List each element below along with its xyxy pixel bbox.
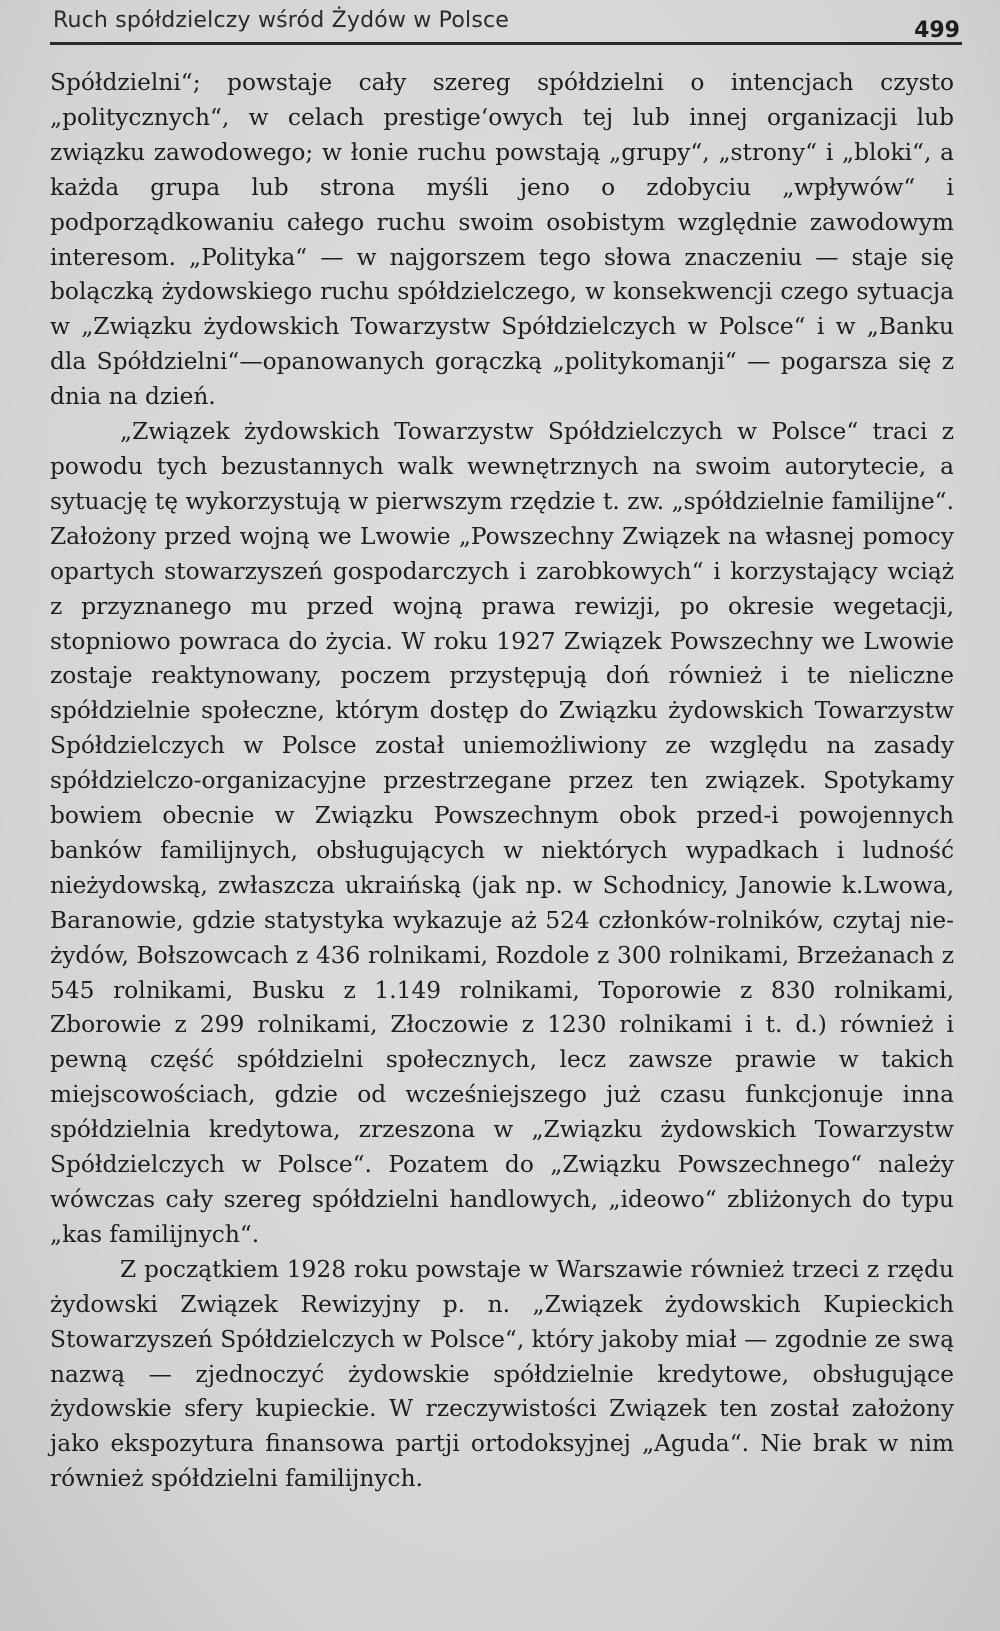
paragraph-1: Spółdzielni“; powstaje cały szereg spółdzielni o intencjach czysto „politycznych“, w celach prestige‘owych tej lub innej organizacji lub związku zawodowego; w łonie ruchu powstają „grupy“, „strony“ i „bloki“, a każda grupa lub strona myśli jeno o zdobyciu „wpływów“ i podporządkowaniu całego ruchu swoim osobistym względnie zawodowym interesom. „Polityka“ — w najgorszem tego słowa znaczeniu — staje się bolączką żydowskiego ruchu spółdzielczego, w konsekwencji czego sytuacja w „Związku żydowskich Towarzystw Spółdzielczych w Polsce“ i w „Banku dla Spółdzielni“—opanowanych gorączką „politykomanji“ — pogarsza się z dnia na dzień. [50, 69, 954, 411]
running-head: Ruch spółdzielczy wśród Żydów w Polsce [53, 8, 510, 33]
page-number: 499 [914, 18, 960, 43]
page-header [50, 4, 962, 45]
body-text [50, 66, 954, 1497]
paragraph-3: Z początkiem 1928 roku powstaje w Warszawie również trzeci z rzędu żydowski Związek Rewizyjny p. n. „Związek żydowskich Kupieckich Stowarzyszeń Spółdzielczych w Polsce“, który jakoby miał — zgodnie ze swą nazwą — zjednoczyć żydowskie spółdzielnie kredytowe, obsługujące żydowskie sfery kupieckie. W rzeczywistości Związek ten został założony jako ekspozytura finansowa partji ortodoksyjnej „Aguda“. Nie brak w nim również spółdzielni familijnych. [50, 1255, 954, 1493]
paragraph-2: „Związek żydowskich Towarzystw Spółdzielczych w Polsce“ traci z powodu tych bezustannych walk wewnętrznych na swoim autorytecie, a sytuację tę wykorzystują w pierwszym rzędzie t. zw. „spółdzielnie familijne“. Założony przed wojną we Lwowie „Powszechny Związek na własnej pomocy opartych stowarzyszeń gospodarczych i zarobkowych“ i korzystający wciąż z przyznanego mu przed wojną prawa rewizji, po okresie wegetacji, stopniowo powraca do życia. W roku 1927 Związek Powszechny we Lwowie zostaje reaktynowany, poczem przystępują doń również i te nieliczne spółdzielnie społeczne, którym dostęp do Związku żydowskich Towarzystw Spółdzielczych w Polsce został uniemożliwiony ze względu na zasady spółdzielczo-organizacyjne przestrzegane przez ten związek. Spotykamy bowiem obecnie w Związku Powszechnym obok przed-i powojennych banków familijnych, obsługujących w niektórych wypadkach i ludność nieżydowską, zwłaszcza ukraińską (jak np. w Schodnicy, Janowie k.Lwowa, Baranowie, gdzie statystyka wykazuje aż 524 członków-rolników, czytaj nie-żydów, Bołszowcach z 436 rolnikami, Rozdole z 300 rolnikami, Brzeżanach z 545 rolnikami, Busku z 1.149 rolnikami, Toporowie z 830 rolnikami, Zborowie z 299 rolnikami, Złoczowie z 1230 rolnikami i t. d.) również i pewną część spółdzielni społecznych, lecz zawsze prawie w takich miejscowościach, gdzie od wcześniejszego już czasu funkcjonuje inna spółdzielnia kredytowa, zrzeszona w „Związku żydowskich Towarzystw Spółdzielczych w Polsce“. Pozatem do „Związku Powszechnego“ należy wówczas cały szereg spółdzielni handlowych, „ideowo“ zbliżonych do typu „kas familijnych“. [50, 418, 954, 1248]
